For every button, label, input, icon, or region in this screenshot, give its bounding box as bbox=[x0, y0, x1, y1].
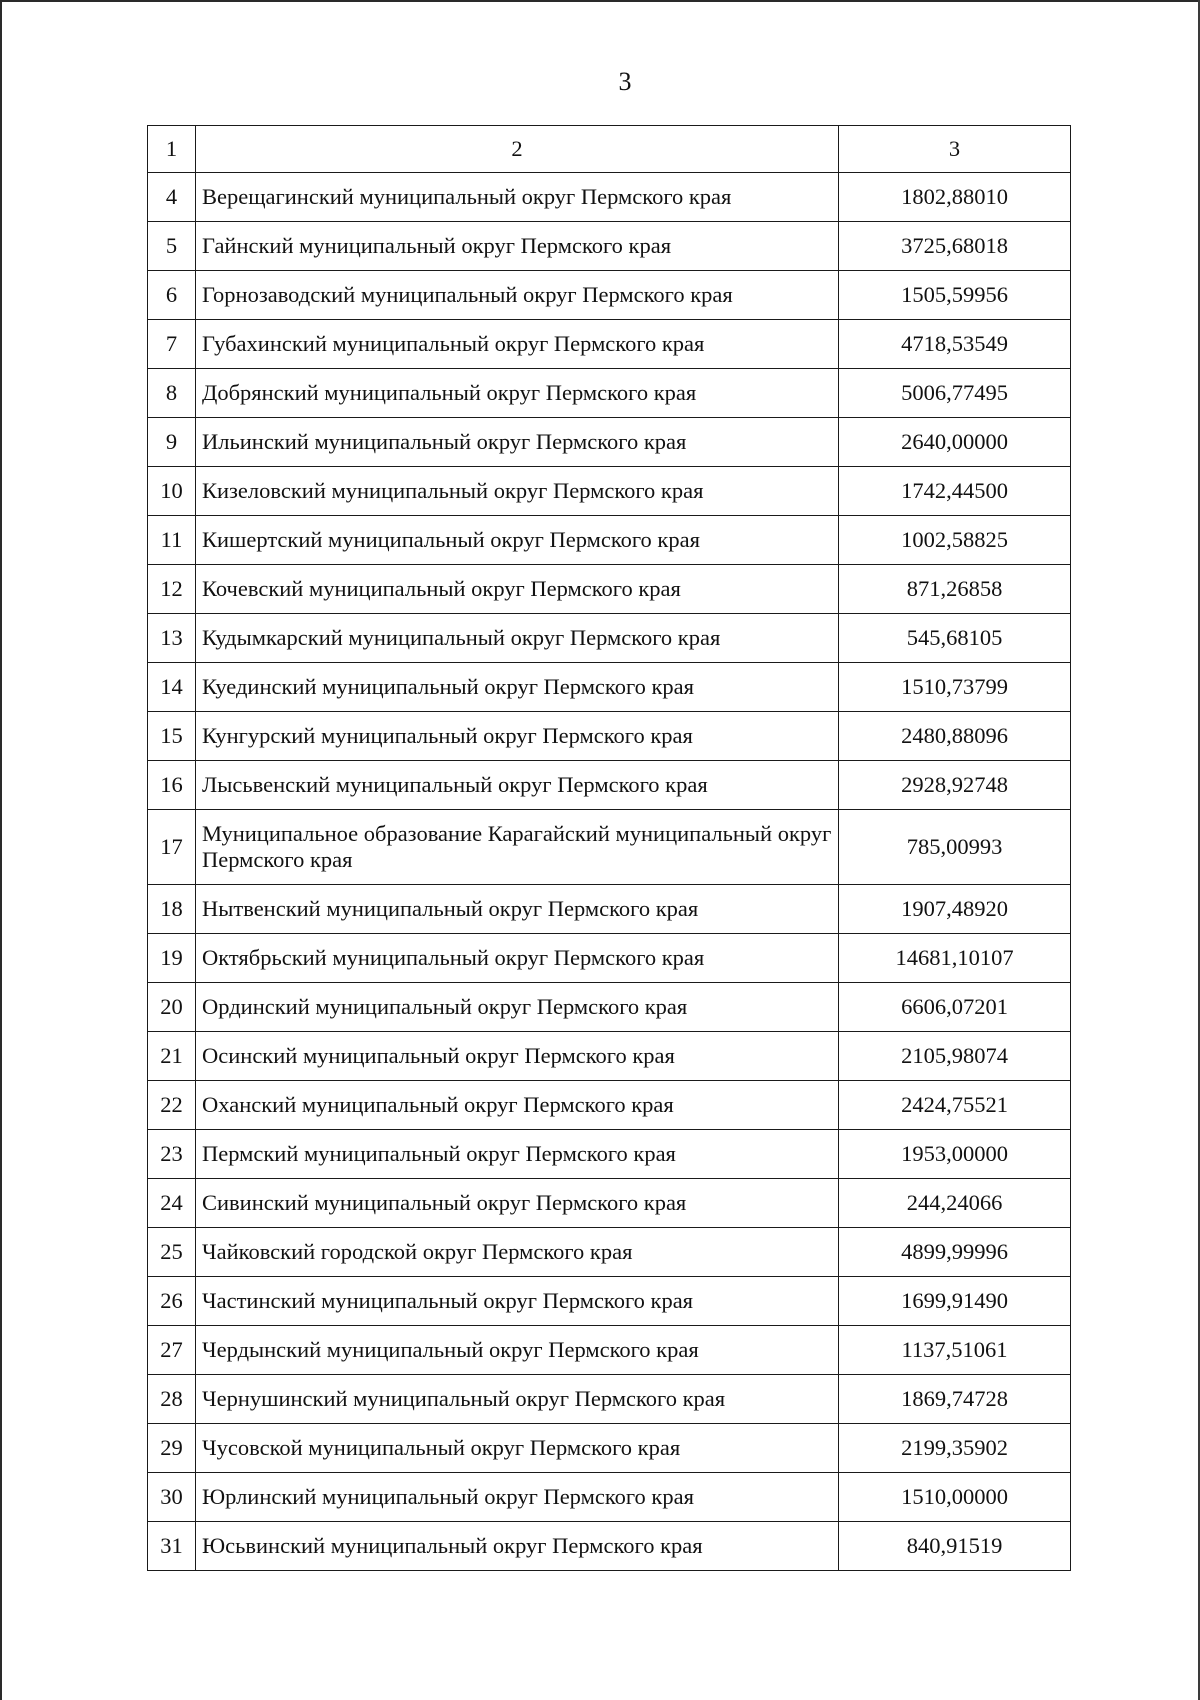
row-number-cell: 9 bbox=[148, 418, 196, 467]
district-name-cell: Кишертский муниципальный округ Пермского края bbox=[196, 516, 839, 565]
table-row bbox=[148, 983, 1071, 1032]
row-number-cell: 15 bbox=[148, 712, 196, 761]
district-name-cell: Верещагинский муниципальный округ Пермского края bbox=[196, 173, 839, 222]
district-name-cell: Кунгурский муниципальный округ Пермского края bbox=[196, 712, 839, 761]
district-name-cell: Кочевский муниципальный округ Пермского края bbox=[196, 565, 839, 614]
amount-cell: 4899,99996 bbox=[839, 1228, 1071, 1277]
table-row bbox=[148, 320, 1071, 369]
amount-cell: 4718,53549 bbox=[839, 320, 1071, 369]
district-name-cell: Оханский муниципальный округ Пермского края bbox=[196, 1081, 839, 1130]
column-header-3: 3 bbox=[839, 126, 1071, 173]
amount-cell: 871,26858 bbox=[839, 565, 1071, 614]
district-name-cell: Частинский муниципальный округ Пермского края bbox=[196, 1277, 839, 1326]
amount-cell: 1699,91490 bbox=[839, 1277, 1071, 1326]
row-number-cell: 21 bbox=[148, 1032, 196, 1081]
district-name-cell: Чусовской муниципальный округ Пермского края bbox=[196, 1424, 839, 1473]
column-header-1: 1 bbox=[148, 126, 196, 173]
amount-cell: 244,24066 bbox=[839, 1179, 1071, 1228]
row-number-cell: 10 bbox=[148, 467, 196, 516]
table-row bbox=[148, 663, 1071, 712]
amount-cell: 2105,98074 bbox=[839, 1032, 1071, 1081]
district-name-cell: Пермский муниципальный округ Пермского края bbox=[196, 1130, 839, 1179]
table-row bbox=[148, 1130, 1071, 1179]
table-row bbox=[148, 1228, 1071, 1277]
district-name-cell: Добрянский муниципальный округ Пермского края bbox=[196, 369, 839, 418]
amount-cell: 840,91519 bbox=[839, 1522, 1071, 1571]
table-row bbox=[148, 1424, 1071, 1473]
row-number-cell: 31 bbox=[148, 1522, 196, 1571]
table-row bbox=[148, 467, 1071, 516]
amount-cell: 6606,07201 bbox=[839, 983, 1071, 1032]
district-name-cell: Губахинский муниципальный округ Пермского края bbox=[196, 320, 839, 369]
row-number-cell: 19 bbox=[148, 934, 196, 983]
district-name-cell: Ильинский муниципальный округ Пермского края bbox=[196, 418, 839, 467]
district-name-cell: Гайнский муниципальный округ Пермского края bbox=[196, 222, 839, 271]
table-row bbox=[148, 1179, 1071, 1228]
row-number-cell: 29 bbox=[148, 1424, 196, 1473]
row-number-cell: 12 bbox=[148, 565, 196, 614]
row-number-cell: 8 bbox=[148, 369, 196, 418]
table-header-row bbox=[148, 126, 1071, 173]
table-row bbox=[148, 810, 1071, 885]
table-row bbox=[148, 1081, 1071, 1130]
row-number-cell: 24 bbox=[148, 1179, 196, 1228]
district-name-cell: Куединский муниципальный округ Пермского края bbox=[196, 663, 839, 712]
row-number-cell: 30 bbox=[148, 1473, 196, 1522]
district-name-cell: Чердынский муниципальный округ Пермского края bbox=[196, 1326, 839, 1375]
amount-cell: 1802,88010 bbox=[839, 173, 1071, 222]
district-name-cell: Чернушинский муниципальный округ Пермского края bbox=[196, 1375, 839, 1424]
row-number-cell: 7 bbox=[148, 320, 196, 369]
table-row bbox=[148, 173, 1071, 222]
column-header-2: 2 bbox=[196, 126, 839, 173]
table-row bbox=[148, 934, 1071, 983]
table-row bbox=[148, 369, 1071, 418]
district-name-cell: Кизеловский муниципальный округ Пермского края bbox=[196, 467, 839, 516]
amount-cell: 1869,74728 bbox=[839, 1375, 1071, 1424]
district-name-cell: Лысьвенский муниципальный округ Пермского края bbox=[196, 761, 839, 810]
table-row bbox=[148, 222, 1071, 271]
amount-cell: 3725,68018 bbox=[839, 222, 1071, 271]
district-name-cell: Муниципальное образование Карагайский муниципальный округ Пермского края bbox=[196, 810, 839, 885]
table-row bbox=[148, 1522, 1071, 1571]
amount-cell: 1510,00000 bbox=[839, 1473, 1071, 1522]
amount-cell: 1510,73799 bbox=[839, 663, 1071, 712]
table-row bbox=[148, 614, 1071, 663]
amount-cell: 1742,44500 bbox=[839, 467, 1071, 516]
row-number-cell: 18 bbox=[148, 885, 196, 934]
district-name-cell: Юсьвинский муниципальный округ Пермского края bbox=[196, 1522, 839, 1571]
row-number-cell: 6 bbox=[148, 271, 196, 320]
table-row bbox=[148, 516, 1071, 565]
district-name-cell: Ординский муниципальный округ Пермского края bbox=[196, 983, 839, 1032]
amount-cell: 2199,35902 bbox=[839, 1424, 1071, 1473]
row-number-cell: 22 bbox=[148, 1081, 196, 1130]
page-border-left bbox=[0, 0, 2, 1700]
municipal-districts-table bbox=[147, 125, 1071, 1571]
amount-cell: 1137,51061 bbox=[839, 1326, 1071, 1375]
district-name-cell: Юрлинский муниципальный округ Пермского края bbox=[196, 1473, 839, 1522]
row-number-cell: 17 bbox=[148, 810, 196, 885]
row-number-cell: 28 bbox=[148, 1375, 196, 1424]
district-name-cell: Октябрьский муниципальный округ Пермского края bbox=[196, 934, 839, 983]
row-number-cell: 23 bbox=[148, 1130, 196, 1179]
amount-cell: 1002,58825 bbox=[839, 516, 1071, 565]
table-row bbox=[148, 565, 1071, 614]
page-number: 3 bbox=[618, 67, 632, 96]
amount-cell: 1907,48920 bbox=[839, 885, 1071, 934]
amount-cell: 14681,10107 bbox=[839, 934, 1071, 983]
row-number-cell: 26 bbox=[148, 1277, 196, 1326]
row-number-cell: 20 bbox=[148, 983, 196, 1032]
table-row bbox=[148, 1277, 1071, 1326]
amount-cell: 1505,59956 bbox=[839, 271, 1071, 320]
table-row bbox=[148, 1375, 1071, 1424]
row-number-cell: 27 bbox=[148, 1326, 196, 1375]
district-name-cell: Сивинский муниципальный округ Пермского края bbox=[196, 1179, 839, 1228]
amount-cell: 785,00993 bbox=[839, 810, 1071, 885]
row-number-cell: 4 bbox=[148, 173, 196, 222]
amount-cell: 2928,92748 bbox=[839, 761, 1071, 810]
district-name-cell: Кудымкарский муниципальный округ Пермского края bbox=[196, 614, 839, 663]
table-row bbox=[148, 1326, 1071, 1375]
amount-cell: 545,68105 bbox=[839, 614, 1071, 663]
district-name-cell: Чайковский городской округ Пермского края bbox=[196, 1228, 839, 1277]
page-border-top bbox=[0, 0, 1200, 2]
district-name-cell: Нытвенский муниципальный округ Пермского края bbox=[196, 885, 839, 934]
amount-cell: 2480,88096 bbox=[839, 712, 1071, 761]
row-number-cell: 14 bbox=[148, 663, 196, 712]
table-row bbox=[148, 1473, 1071, 1522]
table-row bbox=[148, 1032, 1071, 1081]
row-number-cell: 13 bbox=[148, 614, 196, 663]
amount-cell: 5006,77495 bbox=[839, 369, 1071, 418]
amount-cell: 2424,75521 bbox=[839, 1081, 1071, 1130]
district-name-cell: Осинский муниципальный округ Пермского края bbox=[196, 1032, 839, 1081]
row-number-cell: 16 bbox=[148, 761, 196, 810]
district-name-cell: Горнозаводский муниципальный округ Пермского края bbox=[196, 271, 839, 320]
amount-cell: 1953,00000 bbox=[839, 1130, 1071, 1179]
row-number-cell: 5 bbox=[148, 222, 196, 271]
table-row bbox=[148, 418, 1071, 467]
table-row bbox=[148, 885, 1071, 934]
table-row bbox=[148, 712, 1071, 761]
row-number-cell: 11 bbox=[148, 516, 196, 565]
table-body bbox=[148, 126, 1071, 1571]
table-row bbox=[148, 761, 1071, 810]
amount-cell: 2640,00000 bbox=[839, 418, 1071, 467]
table-row bbox=[148, 271, 1071, 320]
row-number-cell: 25 bbox=[148, 1228, 196, 1277]
